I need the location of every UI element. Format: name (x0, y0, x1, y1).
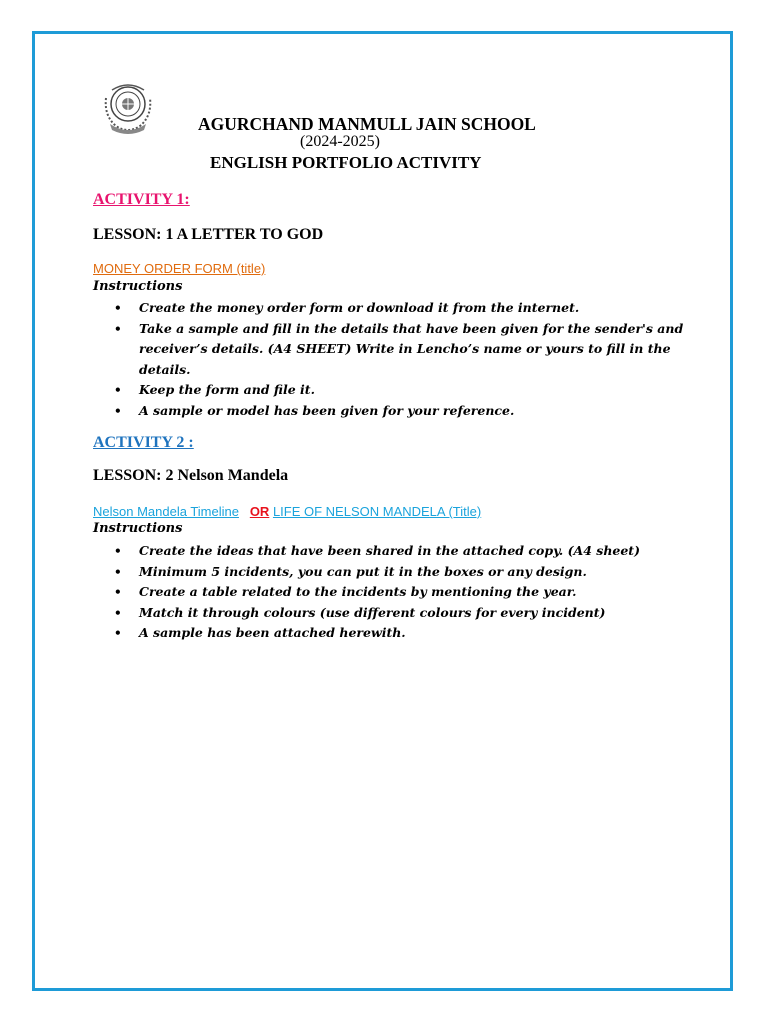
list-item-text: Create the money order form or download it from the internet. (139, 300, 580, 315)
list-item (114, 562, 714, 583)
activity-1-subtitle: MONEY ORDER FORM (title) (93, 261, 266, 276)
list-item-text: A sample has been attached herewith. (139, 625, 406, 640)
bullet-icon: • (114, 383, 122, 397)
subtitle-life: LIFE OF NELSON MANDELA (Title) (272, 504, 482, 519)
bullet-icon: • (114, 626, 122, 640)
school-crest-logo (98, 78, 158, 138)
activity-2-instructions-label: Instructions (93, 521, 183, 536)
subtitle-timeline: Nelson Mandela Timeline (93, 504, 239, 519)
list-item (114, 401, 714, 422)
activity-2-lesson: LESSON: 2 Nelson Mandela (93, 467, 289, 484)
list-item (114, 298, 714, 319)
list-item (114, 623, 714, 644)
bullet-icon: • (114, 403, 122, 418)
list-item-text: Take a sample and fill in the details that have been given for the sender's and receiver’s details. (A4 SHEET) Write in Lencho’s name or yours to fill in the details. (139, 320, 684, 377)
list-item-text: Create a table related to the incidents by mentioning the year. (139, 584, 577, 599)
bullet-icon: • (114, 301, 122, 315)
bullet-icon: • (114, 605, 122, 620)
list-item-text: Create the ideas that have been shared in the attached copy. (A4 sheet) (139, 543, 640, 558)
activity-1-heading: ACTIVITY 1: (93, 191, 190, 208)
list-item (114, 603, 714, 624)
list-item (114, 319, 714, 381)
activity-1-instructions-label: Instructions (93, 279, 183, 294)
bullet-icon: • (114, 564, 122, 579)
list-item-text: Keep the form and file it. (139, 382, 315, 397)
list-item-text: Match it through colours (use different colours for every incident) (139, 604, 606, 620)
list-item-text: A sample or model has been given for your reference. (139, 402, 515, 418)
school-name: AGURCHAND MANMULL JAIN SCHOOL (198, 114, 536, 134)
bullet-icon: • (114, 544, 122, 558)
bullet-icon: • (114, 585, 122, 599)
subtitle-or: OR (249, 504, 270, 519)
activity-1-instructions-list (114, 298, 714, 421)
list-item-text: Minimum 5 incidents, you can put it in the boxes or any design. (139, 563, 587, 579)
activity-2-subtitle (93, 504, 481, 519)
list-item (114, 541, 714, 562)
activity-2-heading: ACTIVITY 2 : (93, 434, 194, 451)
activity-1-lesson: LESSON: 1 A LETTER TO GOD (93, 226, 324, 243)
document-title: ENGLISH PORTFOLIO ACTIVITY (210, 153, 482, 172)
list-item (114, 582, 714, 603)
list-item (114, 380, 714, 401)
activity-2-instructions-list (114, 541, 714, 644)
academic-year: (2024-2025) (300, 133, 380, 150)
bullet-icon: • (114, 321, 122, 336)
